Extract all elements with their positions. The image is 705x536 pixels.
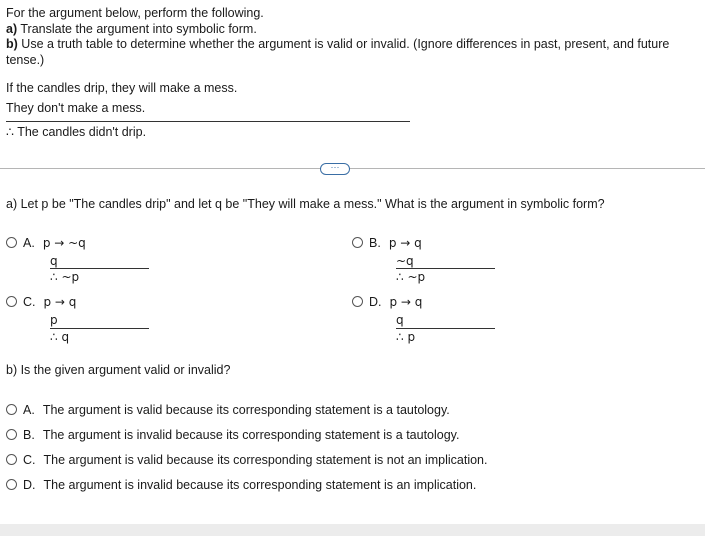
instruction-a [6, 22, 701, 38]
part-b-option-b[interactable] [6, 428, 459, 442]
instruction-b-text: Use a truth table to determine whether the argument is valid or invalid. (Ignore differences in past, present, and future tense.) [6, 37, 670, 67]
part-b-option-c[interactable] [6, 453, 487, 467]
instruction-b-label: b) [6, 37, 18, 51]
part-a-option-b-rule [396, 268, 495, 269]
radio-button[interactable] [6, 404, 17, 415]
part-a-option-b-conclusion: ∴ ~p [396, 270, 426, 284]
option-letter: B. [23, 428, 35, 442]
part-a-option-b-premise-2: ~q [396, 254, 414, 268]
section-divider [0, 168, 705, 169]
option-letter: B. [369, 236, 381, 250]
option-premise-1: p → ~q [42, 236, 86, 250]
instructions-heading: For the argument below, perform the following. [6, 6, 264, 20]
radio-button[interactable] [352, 296, 363, 307]
option-premise-1: p → q [388, 236, 422, 250]
option-text: The argument is invalid because its corresponding statement is an implication. [43, 478, 477, 492]
radio-button[interactable] [6, 454, 17, 465]
radio-button[interactable] [352, 237, 363, 248]
radio-button[interactable] [6, 237, 17, 248]
part-a-option-d-conclusion: ∴ p [396, 330, 416, 344]
part-a-option-c-rule [50, 328, 149, 329]
argument-box [6, 80, 410, 145]
option-letter: A. [23, 236, 35, 250]
option-text: The argument is valid because its corresponding statement is not an implication. [43, 453, 488, 467]
part-a-option-c[interactable] [6, 295, 76, 309]
instruction-a-text: Translate the argument into symbolic form. [17, 21, 257, 36]
instructions [6, 6, 701, 68]
part-b-option-a[interactable] [6, 403, 450, 417]
option-premise-1: p → q [389, 295, 423, 309]
more-button[interactable]: ··· [320, 163, 350, 175]
part-a-option-c-premise-2: p [50, 313, 58, 327]
option-letter: C. [23, 453, 36, 467]
argument-premise-2: They don't make a mess. [6, 101, 146, 115]
radio-button[interactable] [6, 429, 17, 440]
part-a-option-b[interactable] [352, 236, 422, 250]
instruction-a-label: a) [6, 21, 18, 36]
part-a-option-a-rule [50, 268, 149, 269]
radio-button[interactable] [6, 296, 17, 307]
argument-premise-1: If the candles drip, they will make a mess. [6, 81, 238, 95]
option-text: The argument is valid because its corresponding statement is a tautology. [42, 403, 450, 417]
argument-conclusion: ∴ The candles didn't drip. [6, 125, 147, 139]
part-a-option-d-rule [396, 328, 495, 329]
radio-button[interactable] [6, 479, 17, 490]
option-letter: C. [23, 295, 36, 309]
part-a-option-d[interactable] [352, 295, 422, 309]
option-premise-1: p → q [43, 295, 77, 309]
option-letter: D. [369, 295, 382, 309]
part-a-option-d-premise-2: q [396, 313, 404, 327]
option-letter: A. [23, 403, 35, 417]
part-a-option-c-conclusion: ∴ q [50, 330, 70, 344]
part-b-option-d[interactable] [6, 478, 476, 492]
part-a-question: a) Let p be "The candles drip" and let q be "They will make a mess." What is the argument in symbolic form? [6, 197, 605, 211]
part-a-option-a-conclusion: ∴ ~p [50, 270, 80, 284]
footer-bar [0, 524, 705, 536]
instruction-b [6, 37, 701, 68]
option-text: The argument is invalid because its corresponding statement is a tautology. [42, 428, 460, 442]
part-a-option-a[interactable] [6, 236, 86, 250]
part-a-option-a-premise-2: q [50, 254, 58, 268]
option-letter: D. [23, 478, 36, 492]
part-b-question: b) Is the given argument valid or invalid? [6, 363, 231, 377]
